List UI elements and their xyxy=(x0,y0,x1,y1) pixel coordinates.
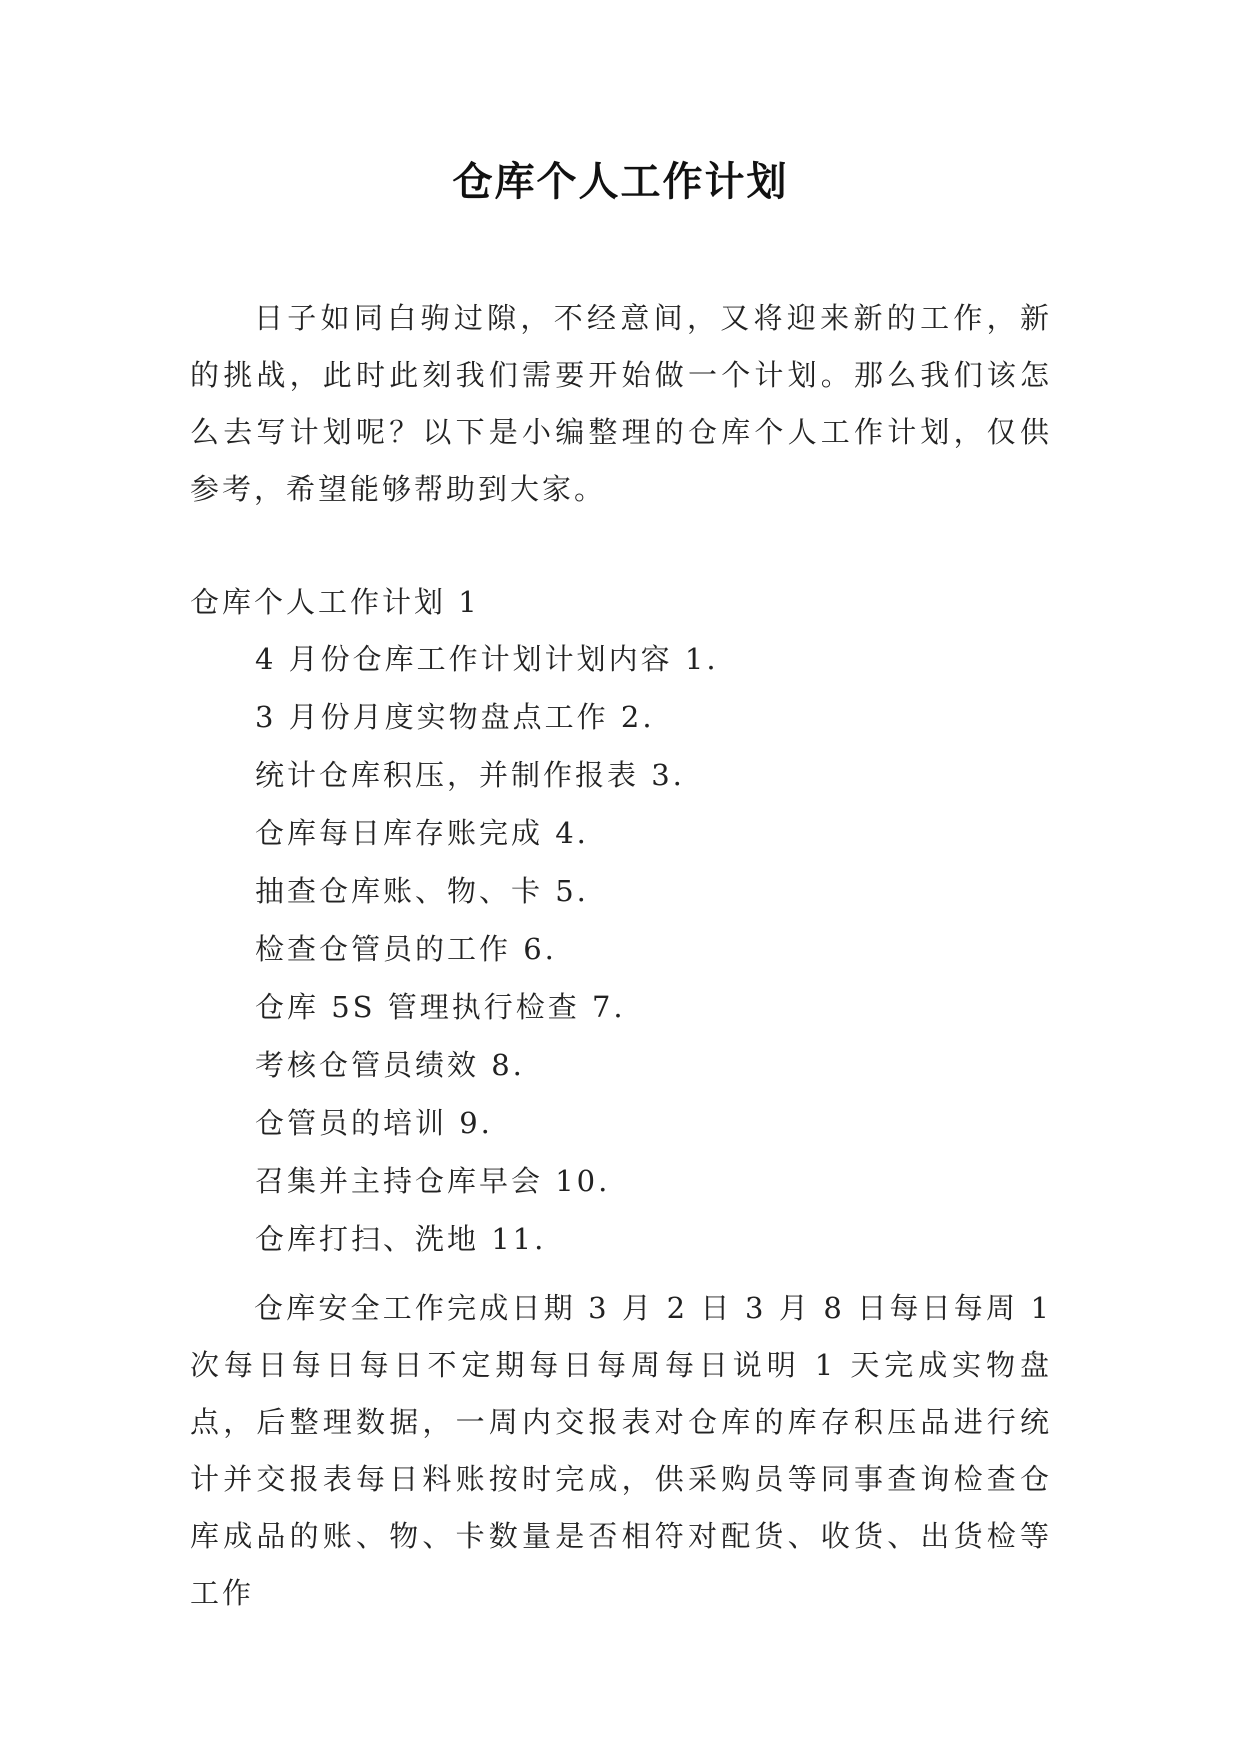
list-item: 考核仓管员绩效 8. xyxy=(255,1048,525,1082)
list-item: 仓库每日库存账完成 4. xyxy=(255,816,589,850)
list-item: 统计仓库积压，并制作报表 3. xyxy=(255,758,685,792)
plan-item-list xyxy=(255,639,719,1277)
closing-paragraph: 仓库安全工作完成日期 3 月 2 日 3 月 8 日每日每周 1 次每日每日每日不定期每日每周每日说明 1 天完成实物盘点，后整理数据，一周内交报表对仓库的库存积压品进行统计并交报表每日料账按时完成，供采购员等同事查询检查仓库成品的账、物、卡数量是否相符对配货、收货、出货检等工作 xyxy=(190,1291,1052,1610)
list-item: 召集并主持仓库早会 10. xyxy=(255,1164,611,1198)
list-item: 仓库打扫、洗地 11. xyxy=(255,1222,547,1256)
list-item: 4 月份仓库工作计划计划内容 1. xyxy=(255,642,719,676)
document-title: 仓库个人工作计划 xyxy=(452,158,789,205)
list-item: 抽查仓库账、物、卡 5. xyxy=(255,874,589,908)
section-heading: 仓库个人工作计划 1 xyxy=(190,585,480,619)
list-item: 检查仓管员的工作 6. xyxy=(255,932,557,966)
list-item: 仓库 5S 管理执行检查 7. xyxy=(255,990,626,1024)
list-item: 3 月份月度实物盘点工作 2. xyxy=(255,700,655,734)
list-item: 仓管员的培训 9. xyxy=(255,1106,493,1140)
intro-paragraph: 日子如同白驹过隙，不经意间，又将迎来新的工作，新的挑战，此时此刻我们需要开始做一个计划。那么我们该怎么去写计划呢？以下是小编整理的仓库个人工作计划，仅供参考，希望能够帮助到大家。 xyxy=(190,301,1052,506)
